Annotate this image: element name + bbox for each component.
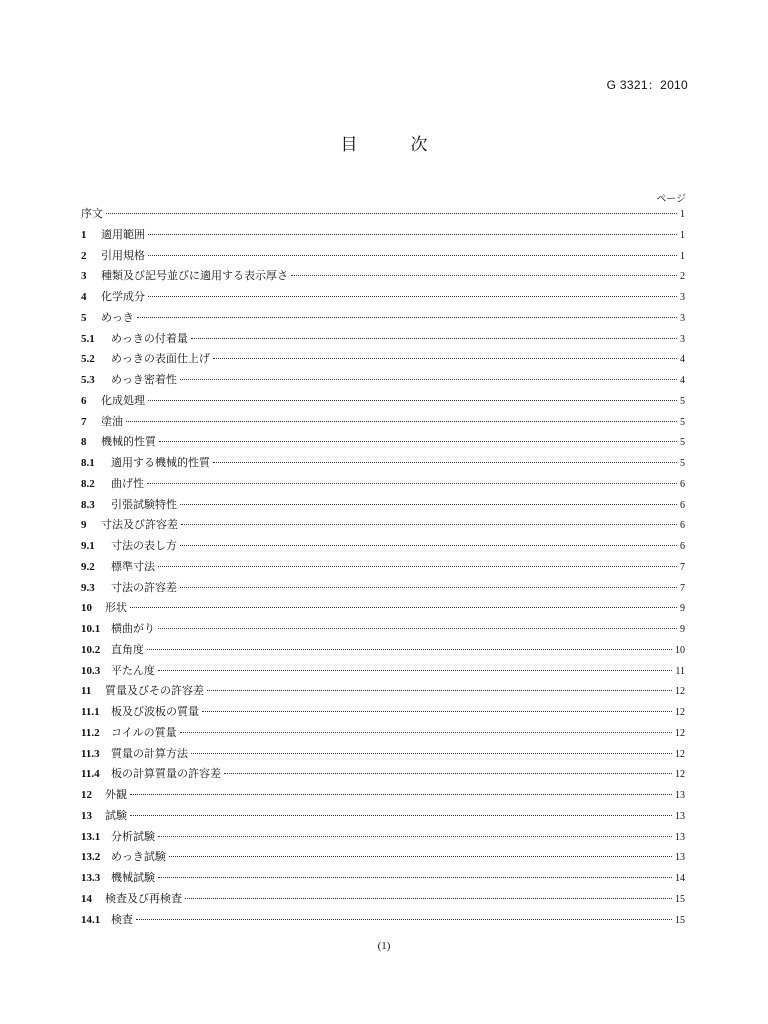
toc-entry-page: 4 <box>680 354 685 366</box>
toc-entry-page: 13 <box>675 790 685 801</box>
toc-entry[interactable] <box>81 433 685 454</box>
toc-entry-label: 引用規格 <box>101 248 145 262</box>
toc-entry[interactable] <box>81 475 685 496</box>
toc-entry-page: 9 <box>680 603 685 615</box>
dot-leader <box>202 711 672 712</box>
toc-entry-number: 8 <box>81 436 87 449</box>
toc-entry[interactable] <box>81 724 685 745</box>
dot-leader <box>291 275 677 276</box>
toc-entry-number: 5.3 <box>81 374 95 386</box>
toc-entry-label: 検査及び再検査 <box>105 891 182 905</box>
toc-entry-label: 適用する機械的性質 <box>111 456 210 469</box>
toc-entry-label: 化学成分 <box>101 290 145 303</box>
toc-entry-page: 5 <box>680 395 685 407</box>
toc-entry-label: めっき <box>101 310 134 324</box>
toc-entry-page: 10 <box>675 644 685 656</box>
toc-entry-page: 14 <box>675 873 685 884</box>
toc-entry-label: 分析試験 <box>111 829 155 843</box>
toc-entry-label: 化成処理 <box>101 393 145 407</box>
toc-entry-label: 序文 <box>81 207 103 220</box>
toc-entry-page: 13 <box>675 852 685 864</box>
toc-entry[interactable] <box>81 558 685 579</box>
toc-entry-page: 6 <box>680 478 685 490</box>
toc-entry-number: 5.1 <box>81 332 95 345</box>
dot-leader <box>130 815 672 816</box>
toc-entry-label: 寸法及び許容差 <box>101 518 178 532</box>
dot-leader <box>147 649 672 650</box>
dot-leader <box>137 317 677 318</box>
toc-entry-number: 10 <box>81 602 92 615</box>
toc-entry-number: 9.3 <box>81 581 95 594</box>
toc-entry-label: 横曲がり <box>111 622 155 635</box>
toc-entry-label: 板の計算質量の許容差 <box>111 767 221 781</box>
toc-entry[interactable] <box>81 267 685 288</box>
toc-entry-number: 13.2 <box>81 851 101 864</box>
toc-entry-number: 9.1 <box>81 540 95 552</box>
toc-entry[interactable] <box>81 620 685 641</box>
toc-entry-page: 12 <box>675 769 685 781</box>
toc-entry[interactable] <box>81 828 685 849</box>
toc-entry-label: 種類及び記号並びに適用する表示厚さ <box>101 269 288 283</box>
dot-leader <box>148 234 677 235</box>
toc-entry-page: 13 <box>675 810 685 822</box>
toc-entry-page: 12 <box>675 748 685 760</box>
dot-leader <box>180 545 677 546</box>
toc-entry-label: めっき試験 <box>111 850 166 864</box>
toc-entry[interactable] <box>81 247 685 268</box>
toc-entry-page: 12 <box>675 707 685 718</box>
toc-entry[interactable] <box>81 226 685 247</box>
toc-entry-number: 11 <box>81 685 92 698</box>
toc-entry-number: 9.2 <box>81 560 95 573</box>
toc-entry[interactable] <box>81 371 685 392</box>
dot-leader <box>136 919 672 920</box>
toc-entry-number: 8.2 <box>81 477 95 490</box>
toc-entry-label: 形状 <box>105 601 127 615</box>
toc-entry[interactable] <box>81 641 685 662</box>
toc-entry[interactable] <box>81 309 685 330</box>
toc-entry-label: 質量及びその許容差 <box>105 684 204 698</box>
toc-entry[interactable] <box>81 599 685 620</box>
toc-entry-page: 7 <box>680 582 685 594</box>
toc-entry[interactable] <box>81 703 685 724</box>
dot-leader <box>148 400 677 401</box>
dot-leader <box>207 690 672 691</box>
toc-entry-page: 3 <box>680 292 685 303</box>
dot-leader <box>185 898 672 899</box>
toc-entry-page: 6 <box>680 541 685 552</box>
toc-entry-page: 5 <box>680 458 685 469</box>
toc-entry-number: 13 <box>81 809 92 822</box>
toc-entry-page: 3 <box>680 333 685 345</box>
dot-leader <box>180 379 677 380</box>
toc-entry[interactable] <box>81 516 685 537</box>
toc-entry-label: めっきの付着量 <box>111 331 188 345</box>
toc-entry[interactable] <box>81 911 685 932</box>
document-id: G 3321：2010 <box>606 78 688 92</box>
toc-entry-label: 試験 <box>105 808 127 822</box>
toc-entry[interactable] <box>81 454 685 475</box>
toc-entry-number: 10.2 <box>81 643 101 656</box>
dot-leader <box>180 732 672 733</box>
toc-entry-page: 7 <box>680 561 685 573</box>
dot-leader <box>126 421 677 422</box>
toc-entry[interactable] <box>81 392 685 413</box>
toc-entry-page: 1 <box>680 250 685 262</box>
toc-entry-number: 4 <box>81 291 87 303</box>
toc-entry[interactable] <box>81 330 685 351</box>
dot-leader <box>213 358 677 359</box>
toc-entry-page: 12 <box>675 727 685 739</box>
dot-leader <box>158 566 677 567</box>
dot-leader <box>158 670 672 671</box>
dot-leader <box>213 462 677 463</box>
dot-leader <box>148 255 677 256</box>
dot-leader <box>130 794 672 795</box>
toc-entry-label: 機械的性質 <box>101 435 156 449</box>
toc-entry[interactable] <box>81 745 685 766</box>
toc-entry-label: 質量の計算方法 <box>111 746 188 760</box>
toc-entry-label: 検査 <box>111 912 133 926</box>
toc-entry-number: 7 <box>81 415 87 428</box>
toc-entry[interactable] <box>81 350 685 371</box>
toc-entry-number: 12 <box>81 789 92 801</box>
toc-entry-number: 6 <box>81 394 87 407</box>
toc-entry-page: 2 <box>680 271 685 283</box>
toc-entry-number: 13.3 <box>81 872 101 884</box>
toc-entry-label: 板及び波板の質量 <box>111 705 199 718</box>
toc-entry-page: 1 <box>680 229 685 241</box>
toc-entry-label: 曲げ性 <box>111 476 144 490</box>
toc-entry-page: 6 <box>680 499 685 511</box>
page-column-header: ページ <box>656 194 686 205</box>
dot-leader <box>158 836 672 837</box>
toc-entry-number: 3 <box>81 270 87 283</box>
toc-entry-label: 寸法の許容差 <box>111 580 177 594</box>
toc-entry[interactable] <box>81 848 685 869</box>
page-title: 目 次 <box>340 135 446 155</box>
dot-leader <box>148 296 677 297</box>
toc-entry[interactable] <box>81 662 685 683</box>
toc-entry[interactable] <box>81 496 685 517</box>
toc-entry-page: 3 <box>680 312 685 324</box>
toc-entry-label: 引張試験特性 <box>111 497 177 511</box>
toc-entry-number: 13.1 <box>81 830 101 843</box>
toc-entry-label: 外観 <box>105 788 127 801</box>
toc-entry[interactable] <box>81 890 685 911</box>
dot-leader <box>106 213 677 214</box>
dot-leader <box>180 504 677 505</box>
toc-entry-label: めっきの表面仕上げ <box>111 352 210 366</box>
dot-leader <box>181 524 677 525</box>
toc-entry-page: 15 <box>675 893 685 905</box>
toc-entry-page: 1 <box>680 209 685 220</box>
toc-entry-number: 2 <box>81 249 87 262</box>
toc-entry-label: 平たん度 <box>111 663 155 677</box>
dot-leader <box>158 628 677 629</box>
dot-leader <box>224 773 672 774</box>
toc-entry[interactable] <box>81 205 685 226</box>
dot-leader <box>147 483 677 484</box>
toc-entry-number: 5.2 <box>81 353 95 366</box>
toc-entry[interactable] <box>81 807 685 828</box>
toc-entry-number: 11.2 <box>81 726 100 739</box>
toc-entry-number: 14.1 <box>81 913 101 926</box>
toc-entry-number: 10.3 <box>81 664 101 677</box>
toc-entry[interactable] <box>81 786 685 807</box>
toc-entry[interactable] <box>81 288 685 309</box>
toc-entry-number: 11.1 <box>81 706 100 718</box>
dot-leader <box>180 587 677 588</box>
toc-entry-label: コイルの質量 <box>111 725 177 739</box>
page-footer-number: (1) <box>377 940 391 952</box>
toc-entry-page: 9 <box>680 624 685 635</box>
toc-entry[interactable] <box>81 682 685 703</box>
toc-entry[interactable] <box>81 765 685 786</box>
toc-entry-page: 5 <box>680 437 685 449</box>
toc-entry-number: 8.3 <box>81 498 95 511</box>
toc-entry-label: 適用範囲 <box>101 227 145 241</box>
toc-entry-number: 10.1 <box>81 623 101 635</box>
dot-leader <box>158 877 672 878</box>
toc-entry[interactable] <box>81 869 685 890</box>
toc-entry[interactable] <box>81 413 685 434</box>
toc-entry-label: 直角度 <box>111 642 144 656</box>
toc-entry-page: 6 <box>680 520 685 532</box>
toc-entry-label: 機械試験 <box>111 871 155 884</box>
table-of-contents <box>81 205 685 931</box>
toc-entry-number: 11.4 <box>81 768 100 781</box>
toc-entry[interactable] <box>81 537 685 558</box>
toc-entry-number: 11.3 <box>81 747 100 760</box>
toc-entry-page: 11 <box>675 665 685 677</box>
toc-entry-page: 13 <box>675 831 685 843</box>
toc-entry-number: 8.1 <box>81 457 95 469</box>
toc-entry-label: めっき密着性 <box>111 373 177 386</box>
toc-entry-label: 塗油 <box>101 414 123 428</box>
toc-entry-page: 4 <box>680 375 685 386</box>
toc-entry[interactable] <box>81 579 685 600</box>
toc-entry-number: 14 <box>81 892 92 905</box>
toc-entry-number: 5 <box>81 311 87 324</box>
toc-entry-label: 標準寸法 <box>111 559 155 573</box>
toc-entry-label: 寸法の表し方 <box>111 539 177 552</box>
toc-entry-page: 12 <box>675 686 685 698</box>
dot-leader <box>159 441 677 442</box>
toc-entry-page: 5 <box>680 416 685 428</box>
dot-leader <box>130 607 677 608</box>
toc-entry-page: 15 <box>675 914 685 926</box>
dot-leader <box>191 338 677 339</box>
dot-leader <box>191 753 672 754</box>
toc-entry-number: 1 <box>81 228 87 241</box>
toc-entry-number: 9 <box>81 519 87 532</box>
dot-leader <box>169 856 672 857</box>
